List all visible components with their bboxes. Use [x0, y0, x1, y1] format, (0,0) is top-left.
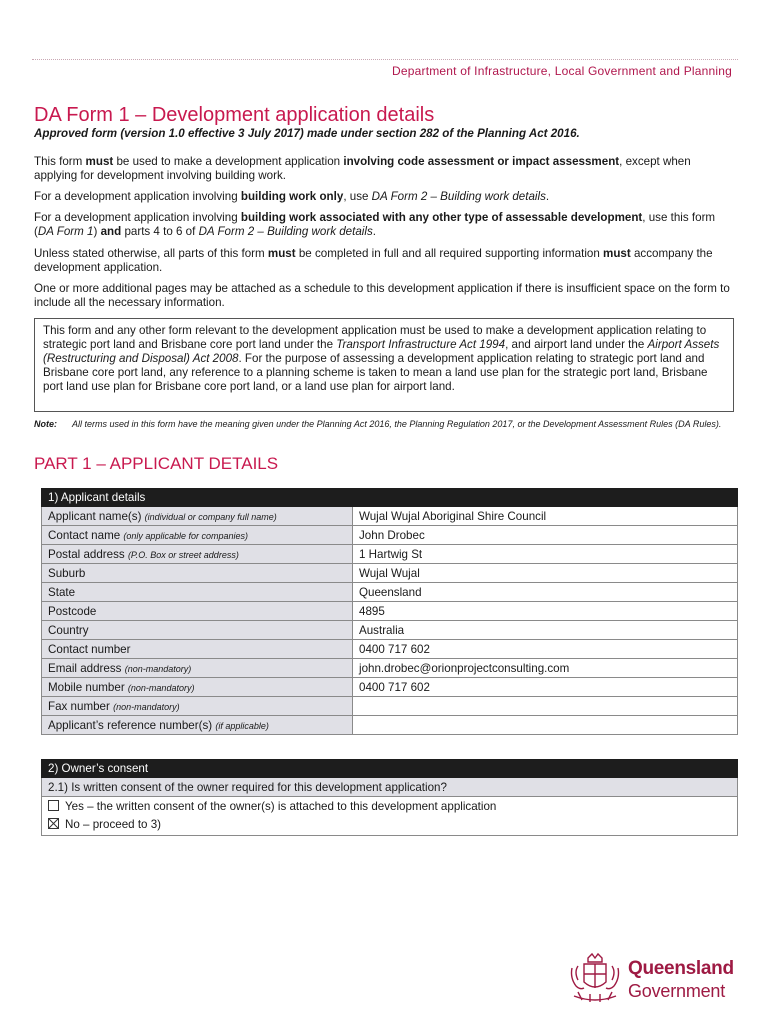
table-row: [42, 526, 738, 545]
yes-checkbox[interactable]: [48, 800, 59, 811]
email-field[interactable]: john.drobec@orionprojectconsulting.com: [353, 659, 738, 678]
no-checkbox[interactable]: [48, 818, 59, 829]
contact-name-field[interactable]: John Drobec: [353, 526, 738, 545]
note-label: Note:: [34, 419, 57, 429]
table-row: [42, 716, 738, 735]
intro-paragraph-1: This form must be used to make a development application involving code assessment or impact assessment, except when applying for development involving building work.: [34, 155, 691, 182]
field-label: Email address (non-mandatory): [42, 659, 353, 678]
queensland-government-logo: [566, 950, 736, 1006]
applicant-name-field[interactable]: Wujal Wujal Aboriginal Shire Council: [353, 507, 738, 526]
intro-paragraph-4: Unless stated otherwise, all parts of this form must be completed in full and all required supporting information must accompany the development application.: [34, 247, 713, 274]
fax-number-field[interactable]: [353, 697, 738, 716]
table-row: [42, 797, 738, 836]
header-rule: [32, 59, 738, 60]
postcode-field[interactable]: 4895: [353, 602, 738, 621]
field-label: Postal address (P.O. Box or street address): [42, 545, 353, 564]
owner-consent-question: 2.1) Is written consent of the owner required for this development application?: [42, 778, 738, 797]
postal-address-field[interactable]: 1 Hartwig St: [353, 545, 738, 564]
part-1-heading: PART 1 – APPLICANT DETAILS: [34, 454, 279, 473]
applicant-details-table: [41, 488, 738, 735]
mobile-number-field[interactable]: 0400 717 602: [353, 678, 738, 697]
table-row: [42, 583, 738, 602]
port-land-notice: This form and any other form relevant to the development application must be used to make a development application relating to strategic port land and Brisbane core port land under the Transport Infrastructure Act 1994, and airport land under the Airport Assets (Restructuring and Disposal) Act 2008. For the purpose of assessing a development application relating to strategic port land and Brisbane core port land, any reference to a planning scheme is taken to mean a land use plan for the strategic port land, Brisbane port land use plan for Brisbane core port land, or a land use plan for airport land.: [34, 318, 734, 412]
coat-of-arms-icon: [566, 950, 624, 1006]
field-label: Applicant’s reference number(s) (if applicable): [42, 716, 353, 735]
table-row: [42, 778, 738, 797]
terms-note: [34, 418, 734, 430]
field-label: Mobile number (non-mandatory): [42, 678, 353, 697]
contact-number-field[interactable]: 0400 717 602: [353, 640, 738, 659]
table-row: [42, 564, 738, 583]
option-no[interactable]: No – proceed to 3): [48, 816, 731, 834]
logo-queensland: Queensland: [628, 958, 734, 979]
intro-paragraph-3: For a development application involving building work associated with any other type of assessable development, use this form (DA Form 1) and parts 4 to 6 of DA Form 2 – Building work details.: [34, 211, 716, 238]
field-label: Contact name (only applicable for companies): [42, 526, 353, 545]
table-row: [42, 545, 738, 564]
intro-paragraph-5: One or more additional pages may be attached as a schedule to this development application if there is insufficient space on the form to include all the necessary information.: [34, 282, 730, 309]
owners-consent-table: [41, 759, 738, 836]
field-label: Applicant name(s) (individual or company full name): [42, 507, 353, 526]
table-row: [42, 659, 738, 678]
table-row: [42, 697, 738, 716]
note-text: All terms used in this form have the meaning given under the Planning Act 2016, the Planning Regulation 2017, or the Development Assessment Rules (DA Rules).: [72, 419, 722, 429]
field-label: Country: [42, 621, 353, 640]
state-field[interactable]: Queensland: [353, 583, 738, 602]
field-label: Suburb: [42, 564, 353, 583]
table-row: [42, 640, 738, 659]
page-title: DA Form 1 – Development application details: [34, 104, 435, 126]
applicant-details-header: [42, 489, 738, 507]
owners-consent-title: 2) Owner’s consent: [42, 760, 738, 778]
applicant-details-title: 1) Applicant details: [42, 489, 738, 507]
table-row: [42, 621, 738, 640]
table-row: [42, 678, 738, 697]
owner-consent-options: [42, 797, 738, 836]
department-name: Department of Infrastructure, Local Government and Planning: [392, 64, 732, 78]
owners-consent-header: [42, 760, 738, 778]
option-yes[interactable]: Yes – the written consent of the owner(s) is attached to this development application: [48, 798, 731, 816]
table-row: [42, 507, 738, 526]
country-field[interactable]: Australia: [353, 621, 738, 640]
page-subtitle: Approved form (version 1.0 effective 3 July 2017) made under section 282 of the Planning Act 2016.: [34, 127, 580, 140]
table-row: [42, 602, 738, 621]
field-label: Contact number: [42, 640, 353, 659]
reference-number-field[interactable]: [353, 716, 738, 735]
suburb-field[interactable]: Wujal Wujal: [353, 564, 738, 583]
logo-government: Government: [628, 981, 726, 1001]
field-label: Postcode: [42, 602, 353, 621]
field-label: Fax number (non-mandatory): [42, 697, 353, 716]
intro-paragraph-2: For a development application involving building work only, use DA Form 2 – Building work details.: [34, 190, 550, 203]
field-label: State: [42, 583, 353, 602]
